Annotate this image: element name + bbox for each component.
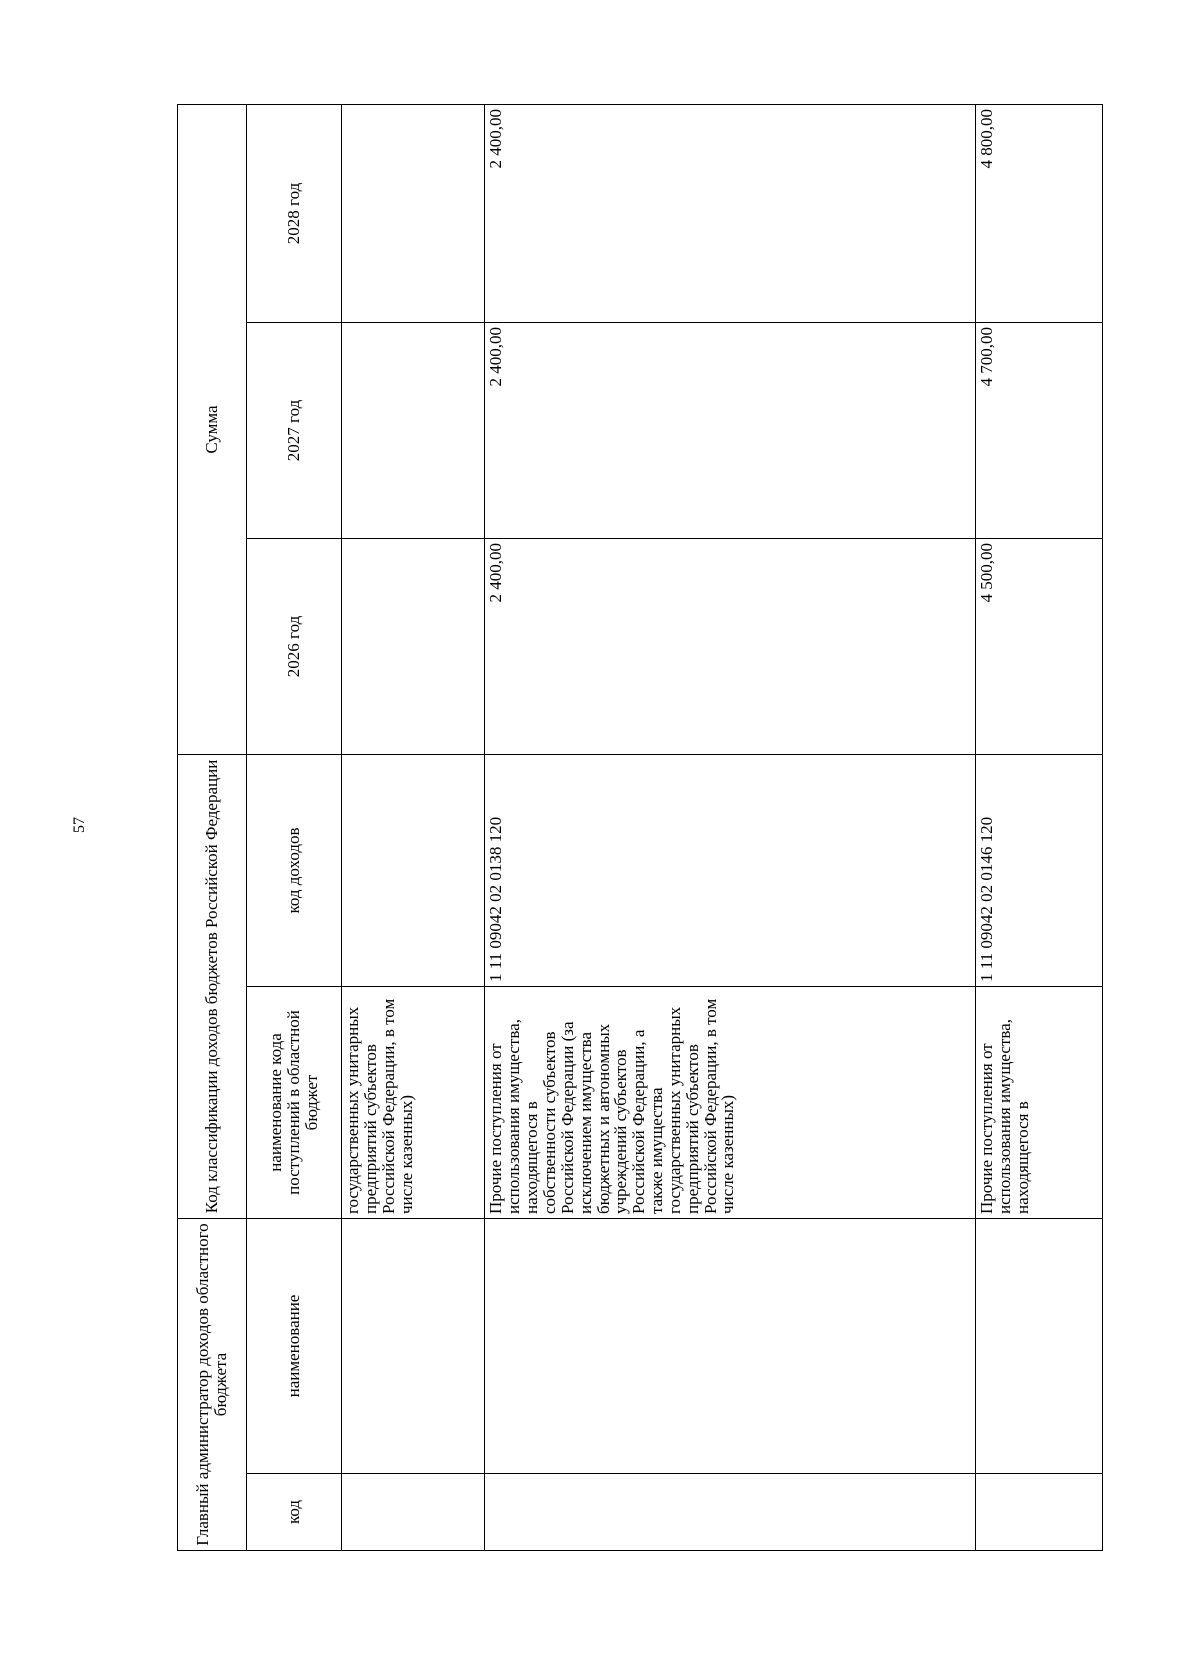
row-name-cell [342, 1219, 485, 1474]
header-row-2 [247, 104, 342, 1550]
row-2026-cell: 2 400,00 [485, 538, 976, 754]
row-income-name-cell: Прочие поступления от использования имущества, находящегося в собственности субъектов Российской Федерации (за исключением имущества бюджетных и автономных учреждений субъектов Российской Федерации, а также имущества государственных унитарных предприятий субъектов Российской Федерации, в том числе казенных) [485, 987, 976, 1219]
col-2026-header: 2026 год [247, 538, 342, 754]
row-2028-cell: 2 400,00 [485, 104, 976, 322]
page-number: 57 [71, 817, 88, 833]
row-name-cell [976, 1219, 1103, 1474]
row-code-cell [976, 1474, 1103, 1551]
col-name-header: наименование [247, 1219, 342, 1474]
table-row [976, 104, 1103, 1550]
rotated-table-container [177, 105, 1103, 1551]
classification-group-header: Код классификации доходов бюджетов Российской Федерации [178, 754, 247, 1218]
row-name-cell [485, 1219, 976, 1474]
sum-group-header: Сумма [178, 104, 247, 754]
row-2026-cell [342, 538, 485, 754]
col-2027-header: 2027 год [247, 322, 342, 538]
row-2027-cell: 4 700,00 [976, 322, 1103, 538]
table-row [342, 104, 485, 1550]
col-income-name-header: наименование кода поступлений в областной бюджет [247, 987, 342, 1219]
row-2028-cell [342, 104, 485, 322]
table-row [485, 104, 976, 1550]
col-code-header: код [247, 1474, 342, 1551]
col-2028-header: 2028 год [247, 104, 342, 322]
row-income-code-cell: 1 11 09042 02 0146 120 [976, 754, 1103, 986]
row-income-code-cell [342, 754, 485, 986]
row-income-name-cell: государственных унитарных предприятий субъектов Российской Федерации, в том числе казенных) [342, 987, 485, 1219]
header-row-1 [178, 104, 247, 1550]
row-income-name-cell: Прочие поступления от использования имущества, находящегося в [976, 987, 1103, 1219]
row-2027-cell: 2 400,00 [485, 322, 976, 538]
col-income-code-header: код доходов [247, 754, 342, 986]
admin-group-header: Главный администратор доходов областного бюджета [178, 1219, 247, 1551]
row-income-code-cell: 1 11 09042 02 0138 120 [485, 754, 976, 986]
row-2028-cell: 4 800,00 [976, 104, 1103, 322]
row-2027-cell [342, 322, 485, 538]
row-code-cell [485, 1474, 976, 1551]
row-code-cell [342, 1474, 485, 1551]
row-2026-cell: 4 500,00 [976, 538, 1103, 754]
revenue-table [177, 104, 1103, 1551]
